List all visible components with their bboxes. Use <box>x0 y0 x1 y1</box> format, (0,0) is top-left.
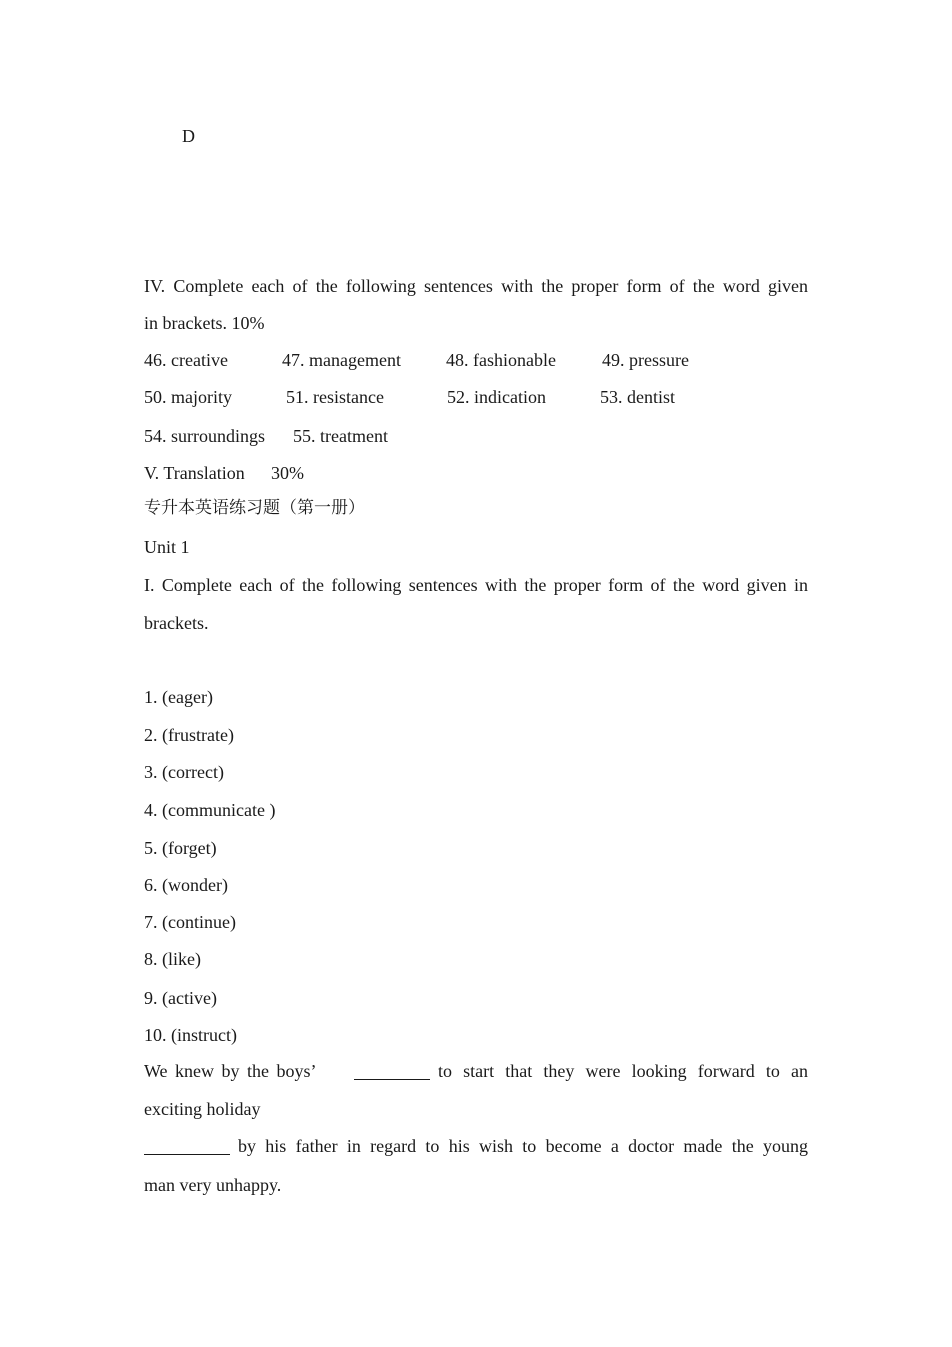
section1-instruction-line2: brackets. <box>144 613 209 633</box>
answer-49: 49. pressure <box>602 350 689 370</box>
section1-instruction-line1: I. Complete each of the following sentences with the proper form of the word given in <box>144 575 808 595</box>
word-item-8: 8. (like) <box>144 949 201 969</box>
word-item-2: 2. (frustrate) <box>144 725 234 745</box>
word-item-9: 9. (active) <box>144 988 217 1008</box>
answer-53: 53. dentist <box>600 387 675 407</box>
sentence-2-blank <box>144 1138 230 1155</box>
sentence-1-line2: exciting holiday <box>144 1099 261 1119</box>
answer-52: 52. indication <box>447 387 546 407</box>
answer-46: 46. creative <box>144 350 228 370</box>
answer-55: 55. treatment <box>293 426 388 446</box>
word-item-1: 1. (eager) <box>144 687 213 707</box>
word-item-10: 10. (instruct) <box>144 1025 237 1045</box>
answer-letter: D <box>182 126 195 146</box>
sentence-2-line2: man very unhappy. <box>144 1175 282 1195</box>
answer-50: 50. majority <box>144 387 232 407</box>
section4-instruction-line1: IV. Complete each of the following sentences with the proper form of the word given <box>144 276 808 296</box>
sentence-1-blank <box>354 1063 430 1080</box>
word-item-6: 6. (wonder) <box>144 875 228 895</box>
book-title: 专升本英语练习题（第一册） <box>144 498 365 518</box>
word-item-4: 4. (communicate ) <box>144 800 276 820</box>
word-item-3: 3. (correct) <box>144 762 224 782</box>
sentence-2-part1: by his father in regard to his wish to become a doctor made the young <box>238 1136 808 1156</box>
word-item-7: 7. (continue) <box>144 912 236 932</box>
unit-title: Unit 1 <box>144 537 190 557</box>
sentence-1-part2: to start that they were looking forward to an <box>438 1061 808 1081</box>
answer-51: 51. resistance <box>286 387 384 407</box>
section4-instruction-line2: in brackets. 10% <box>144 313 265 333</box>
section5-title: V. Translation <box>144 463 245 483</box>
answer-54: 54. surroundings <box>144 426 265 446</box>
sentence-1-part1: We knew by the boys’ <box>144 1061 317 1081</box>
section5-percent: 30% <box>271 463 304 483</box>
word-item-5: 5. (forget) <box>144 838 217 858</box>
answer-48: 48. fashionable <box>446 350 556 370</box>
answer-47: 47. management <box>282 350 401 370</box>
